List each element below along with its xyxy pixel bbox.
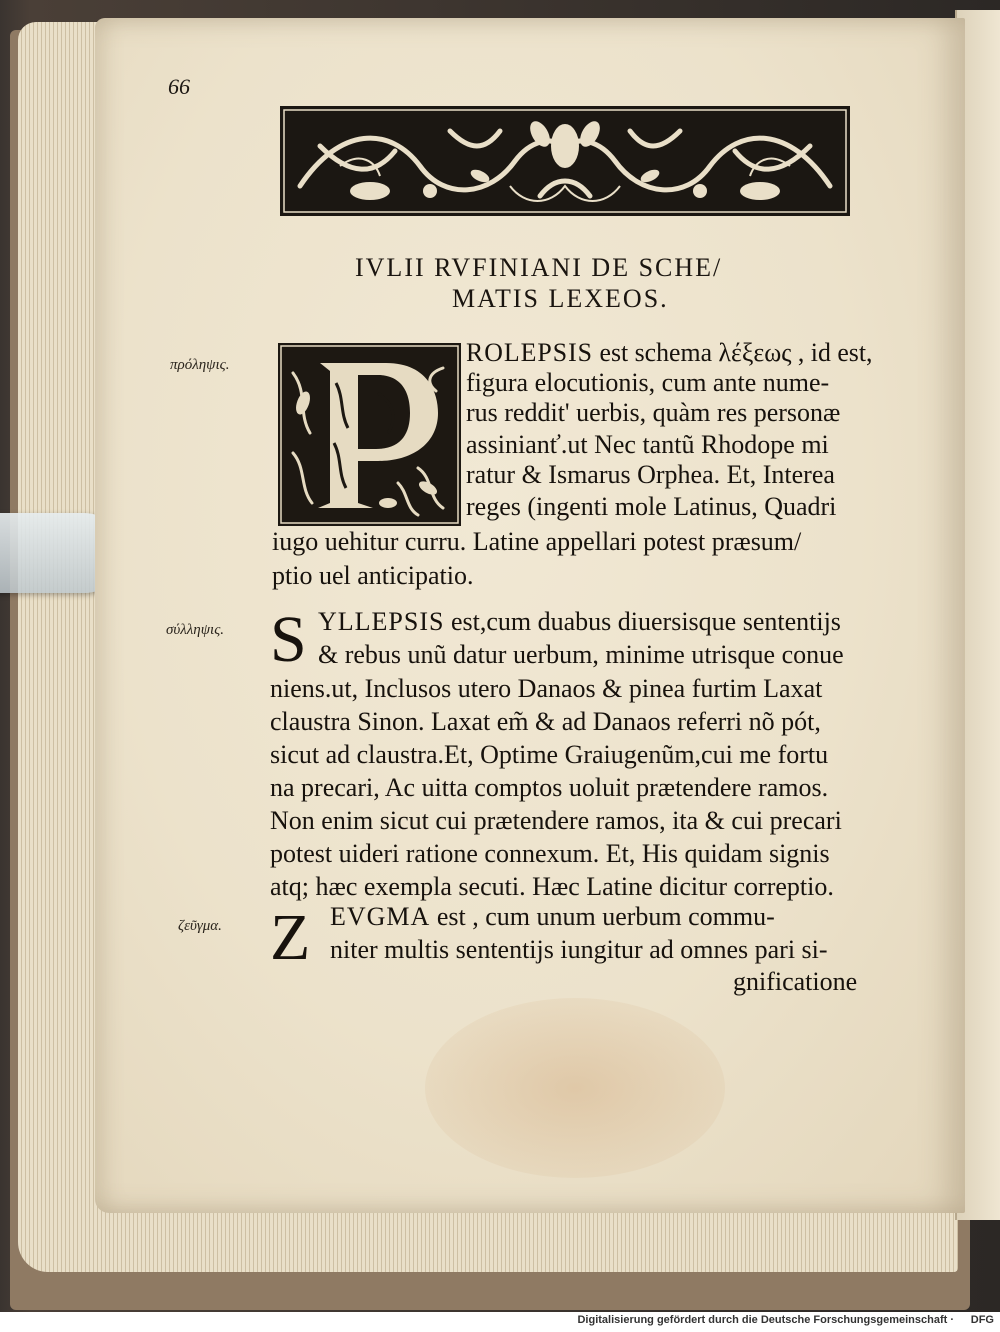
prolepsis-line-7: iugo uehitur curru. Latine appellari potest præsum/ <box>272 527 802 556</box>
zeugma-line-1: EVGMA est , cum unum uerbum commu- <box>330 902 775 931</box>
dfg-logo: DFG <box>970 1314 994 1326</box>
syllepsis-line-2: & rebus unũ datur uerbum, minime utrisque conue <box>318 640 844 669</box>
zeugma-line-2: niter multis sententijs iungitur ad omnes pari si- <box>330 935 828 964</box>
page-number: 66 <box>168 74 190 99</box>
syllepsis-line-5: sicut ad claustra.Et, Optime Graiugenũm,cui me fortu <box>270 740 829 769</box>
woodcut-initial-p <box>278 343 461 526</box>
margin-note-syllepsis: σύλληψις. <box>166 622 225 638</box>
initial-z: Z <box>270 901 311 974</box>
water-stain <box>425 998 725 1178</box>
prolepsis-line-1: ROLEPSIS est schema λέξεως , id est, <box>466 338 873 367</box>
chapter-title-line-2: MATIS LEXEOS. <box>452 284 669 313</box>
initial-s: S <box>270 603 307 676</box>
prolepsis-line-2: figura elocutionis, cum ante nume- <box>466 368 830 397</box>
margin-note-zeugma: ζεῦγμα. <box>178 918 222 934</box>
syllepsis-line-9: atq; hæc exempla secuti. Hæc Latine dicitur correptio. <box>270 872 834 901</box>
syllepsis-line-1: YLLEPSIS est,cum duabus diuersisque sententijs <box>318 607 841 636</box>
syllepsis-line-3: niens.ut, Inclusos utero Danaos & pinea furtim Laxat <box>270 674 823 703</box>
margin-note-prolepsis: πρόληψις. <box>170 357 230 373</box>
chapter-title-line-1: IVLII RVFINIANI DE SCHE/ <box>355 253 723 282</box>
prolepsis-line-3: rus reddit' uerbis, quàm res personæ <box>466 398 841 427</box>
prolepsis-line-5: ratur & Ismarus Orphea. Et, Interea <box>466 460 835 489</box>
syllepsis-line-7: Non enim sicut cui prætendere ramos, ita & cui precari <box>270 806 842 835</box>
ornamental-headpiece <box>280 106 850 216</box>
zeugma-catchword: gnificatione <box>733 967 858 996</box>
syllepsis-line-8: potest uideri ratione connexum. Et, His quidam signis <box>270 839 830 868</box>
digitization-credit: Digitalisierung gefördert durch die Deutsche Forschungsgemeinschaft · <box>577 1314 954 1326</box>
prolepsis-line-6: reges (ingenti mole Latinus, Quadri <box>466 492 837 521</box>
prolepsis-line-4: assinianť.ut Nec tantũ Rhodope mi <box>466 430 829 459</box>
syllepsis-line-4: claustra Sinon. Laxat em̃ & ad Danaos referri nõ pót, <box>270 707 821 736</box>
syllepsis-line-6: na precari, Ac uitta comptos uoluit prætendere ramos. <box>270 773 829 802</box>
prolepsis-line-8: ptio uel anticipatio. <box>272 561 474 590</box>
